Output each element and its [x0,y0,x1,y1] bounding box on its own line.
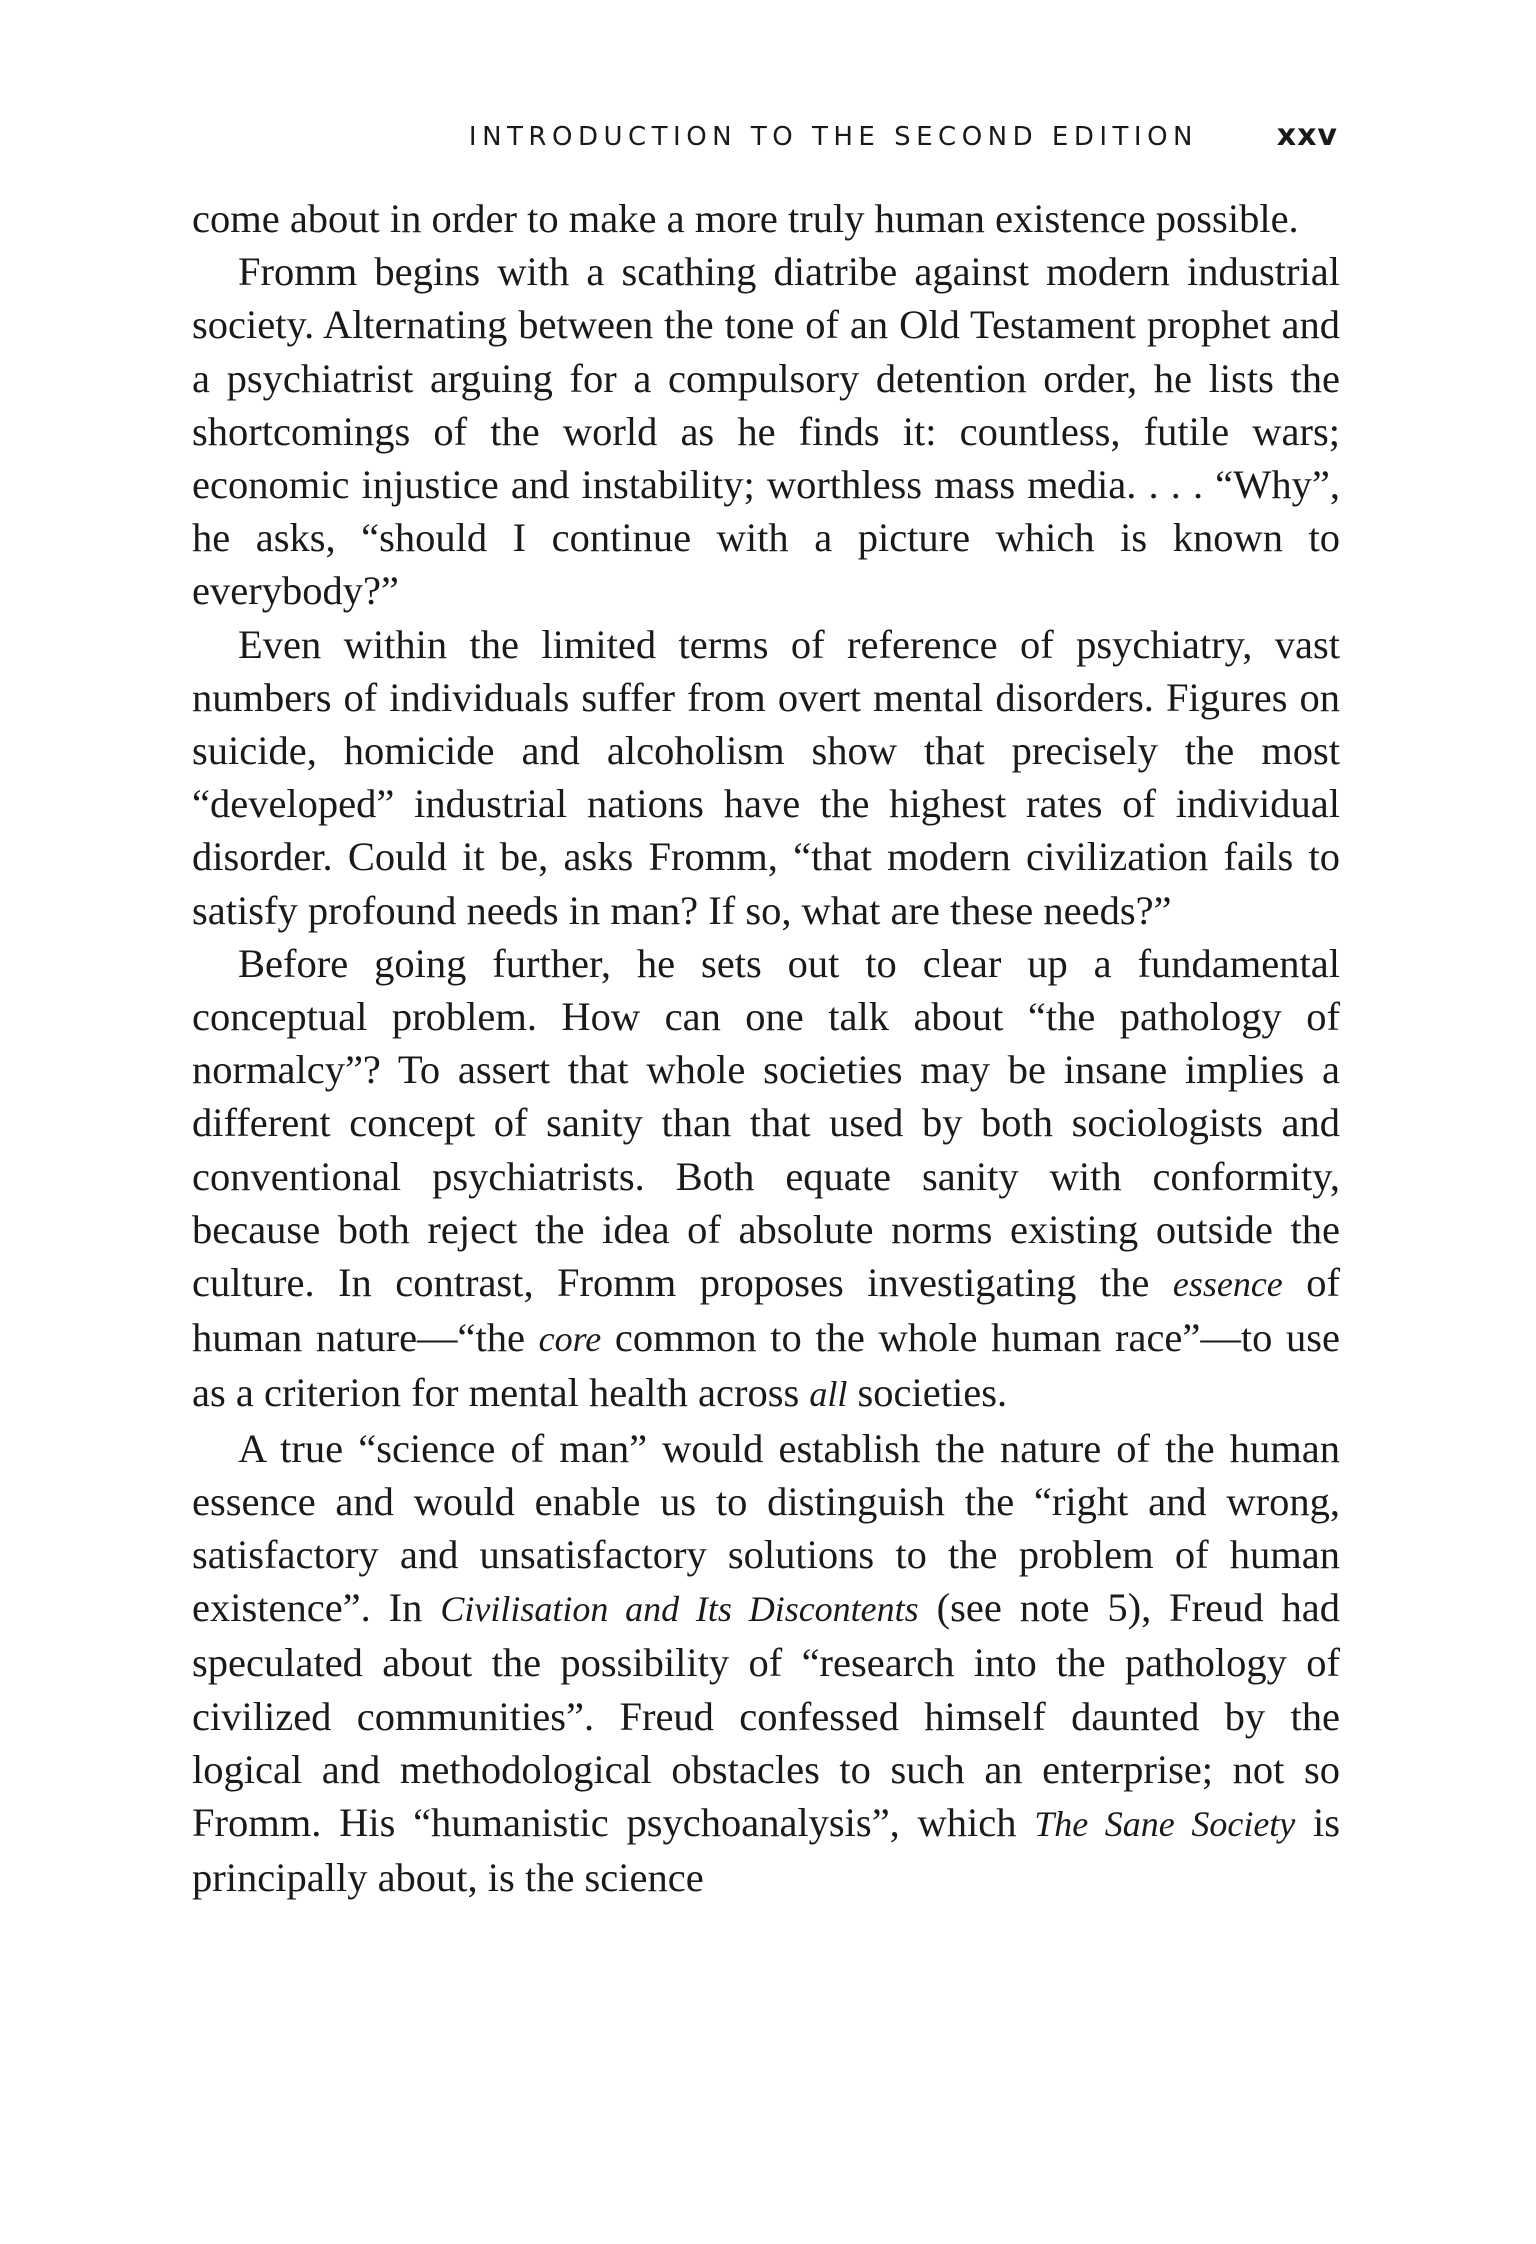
page-number: xxv [1276,118,1338,153]
paragraph-5-text-b: (see note 5), Freud had speculated about the possibility of “research into the pathology of civilized communities”. Freud confessed himself daunted by the logical and methodological obstacles to such an enterprise; not so Fromm. His “humanistic psychoanalysis”, which [192,1585,1340,1846]
running-head-title: INTRODUCTION TO THE SECOND EDITION [468,122,1198,152]
paragraph-4-text-d: societies. [847,1370,1008,1416]
paragraph-4 [192,937,1340,1422]
book-title-sane-society: The Sane Society [1034,1804,1296,1845]
emphasis-core: core [538,1319,602,1360]
body-text [192,192,1340,1905]
paragraph-5-text-a: A true “science of man” would establish the nature of the human essence and would enable us to distinguish the “right and wrong, satisfactory and unsatisfactory solutions to the problem of human existence”. In [192,1425,1340,1631]
paragraph-1: come about in order to make a more truly human existence possible. [192,196,1299,241]
emphasis-essence: essence [1172,1264,1283,1305]
running-head [190,118,1338,158]
paragraph-4-text-b: of human nature—“the [192,1260,1340,1361]
paragraph-2: Fromm begins with a scathing diatribe against modern industrial society. Alternating between the tone of an Old Testament prophet and a psychiatrist arguing for a compulsory detention order, he lists the shortcomings of the world as he finds it: countless, futile wars; economic injustice and instability; worthless mass media. . . . “Why”, he asks, “should I continue with a picture which is known to everybody?” [192,249,1340,614]
emphasis-all: all [809,1374,848,1415]
paragraph-5 [192,1422,1340,1905]
book-title-civilisation: Civilisation and Its Discontents [440,1589,919,1630]
paragraph-4-text-c: common to the whole human race”—to use as a criterion for mental health across [192,1315,1340,1416]
paragraph-4-text-a: Before going further, he sets out to clear up a fundamental conceptual problem. How can one talk about “the pathology of normalcy”? To assert that whole societies may be insane implies a different concept of sanity than that used by both sociologists and conventional psychiatrists. Both equate sanity with conformity, because both reject the idea of absolute norms existing outside the culture. In contrast, Fromm proposes investigating the [192,940,1340,1306]
paragraph-5-text-c: is principally about, is the science [192,1800,1341,1901]
paragraph-3: Even within the limited terms of reference of psychiatry, vast numbers of individuals suffer from overt mental disorders. Figures on suicide, homicide and alcoholism show that precisely the most “developed” industrial nations have the highest rates of individual disorder. Could it be, asks Fromm, “that modern civilization fails to satisfy profound needs in man? If so, what are these needs?” [192,621,1340,933]
